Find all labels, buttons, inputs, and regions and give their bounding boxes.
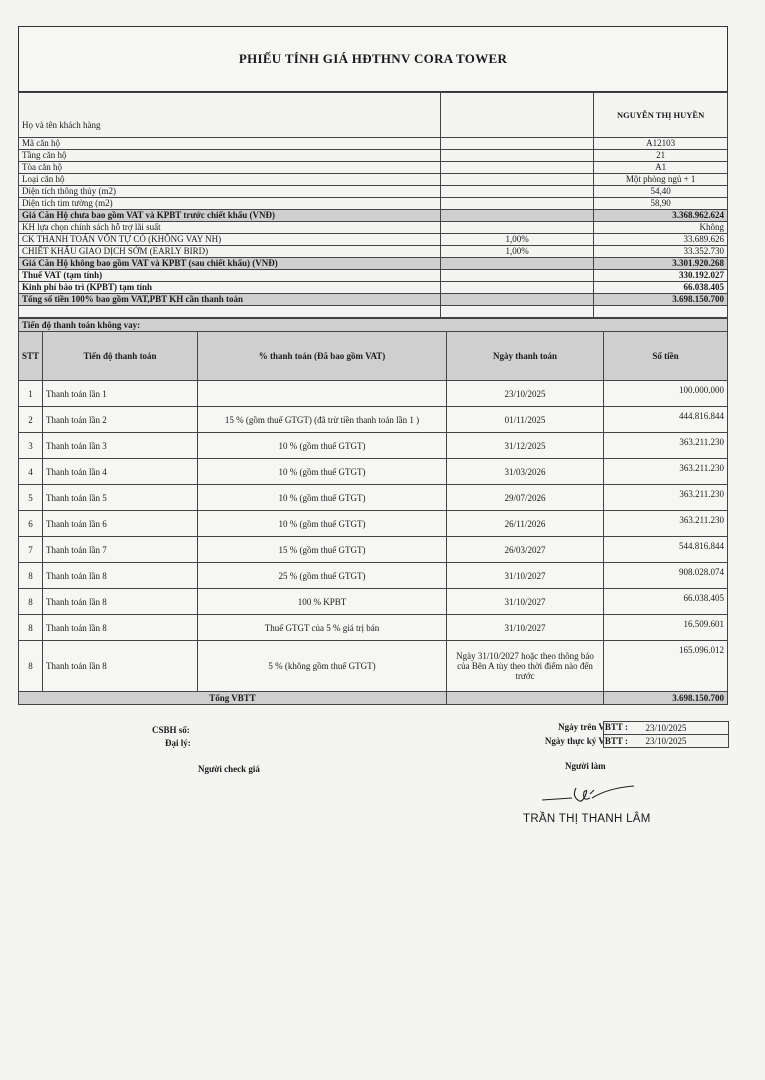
info-label: Tòa căn hộ (19, 162, 441, 174)
info-percent (441, 210, 594, 222)
payment-desc: Thanh toán lần 1 (43, 381, 198, 407)
payment-stt: 7 (19, 537, 43, 563)
payment-stt: 8 (19, 589, 43, 615)
info-row (19, 162, 728, 174)
payment-row (19, 641, 728, 692)
payment-desc: Thanh toán lần 2 (43, 407, 198, 433)
payment-desc: Thanh toán lần 8 (43, 641, 198, 692)
payment-stt: 4 (19, 459, 43, 485)
payment-date: 29/07/2026 (447, 485, 604, 511)
info-percent (441, 186, 594, 198)
payment-stt: 8 (19, 641, 43, 692)
payment-stt: 5 (19, 485, 43, 511)
payment-desc: Thanh toán lần 8 (43, 615, 198, 641)
info-value: 21 (594, 150, 728, 162)
payment-amount: 544.816.844 (604, 537, 728, 563)
info-label: Mã căn hộ (19, 138, 441, 150)
info-value: 3.368.962.624 (594, 210, 728, 222)
info-percent (441, 174, 594, 186)
info-row (19, 282, 728, 294)
info-label: Diện tích thông thủy (m2) (19, 186, 441, 198)
info-row (19, 246, 728, 258)
payment-schedule-table (18, 331, 728, 705)
payment-desc: Thanh toán lần 6 (43, 511, 198, 537)
info-percent (441, 258, 594, 270)
info-percent (441, 282, 594, 294)
info-label: Thuế VAT (tạm tính) (19, 270, 441, 282)
info-label: CK THANH TOÁN VỐN TỰ CÓ (KHÔNG VAY NH) (19, 234, 441, 246)
info-row (19, 210, 728, 222)
info-value: A1 (594, 162, 728, 174)
signature-mark (538, 780, 638, 810)
payment-amount: 444.816.844 (604, 407, 728, 433)
info-label: Loại căn hộ (19, 174, 441, 186)
sheet-title: PHIẾU TÍNH GIÁ HĐTHNV CORA TOWER (18, 26, 728, 92)
info-row (19, 186, 728, 198)
info-row (19, 174, 728, 186)
payment-date: 31/03/2026 (447, 459, 604, 485)
info-value: 66.038.405 (594, 282, 728, 294)
maker-label: Người làm (565, 761, 606, 771)
info-percent: 1,00% (441, 246, 594, 258)
payment-amount: 363.211.230 (604, 511, 728, 537)
info-label: CHIẾT KHẤU GIAO DỊCH SỚM (EARLY BIRD) (19, 246, 441, 258)
info-row (19, 222, 728, 234)
payment-amount: 908.028.074 (604, 563, 728, 589)
info-row (19, 258, 728, 270)
info-label (19, 306, 441, 318)
apartment-info-table (18, 92, 728, 318)
vbtt-date: 23/10/2025 (603, 721, 729, 735)
info-row (19, 138, 728, 150)
info-percent: 1,00% (441, 234, 594, 246)
header-pct: % thanh toán (Đã bao gồm VAT) (198, 332, 447, 381)
payment-percent: 5 % (không gồm thuế GTGT) (198, 641, 447, 692)
payment-desc: Thanh toán lần 4 (43, 459, 198, 485)
payment-row (19, 615, 728, 641)
maker-name: TRẦN THỊ THANH LÂM (523, 813, 651, 825)
payment-amount: 16.509.601 (604, 615, 728, 641)
payment-amount: 165.096.012 (604, 641, 728, 692)
payment-row (19, 381, 728, 407)
info-percent (441, 306, 594, 318)
total-label: Tổng VBTT (19, 692, 447, 705)
payment-desc: Thanh toán lần 8 (43, 589, 198, 615)
payment-desc: Thanh toán lần 8 (43, 563, 198, 589)
info-percent (441, 294, 594, 306)
payment-percent: 10 % (gồm thuế GTGT) (198, 459, 447, 485)
info-percent (441, 150, 594, 162)
payment-amount: 363.211.230 (604, 459, 728, 485)
payment-header-row (19, 332, 728, 381)
payment-amount: 363.211.230 (604, 485, 728, 511)
price-sheet (18, 26, 728, 705)
info-label: Giá Căn Hộ chưa bao gồm VAT và KPBT trước chiết khấu (VNĐ) (19, 210, 441, 222)
payment-stt: 8 (19, 563, 43, 589)
info-row (19, 198, 728, 210)
info-label: Tầng căn hộ (19, 150, 441, 162)
info-value: 33.689.626 (594, 234, 728, 246)
payment-percent: 15 % (gồm thuế GTGT) (198, 537, 447, 563)
payment-row (19, 485, 728, 511)
header-stt: STT (19, 332, 43, 381)
agent-label: Đại lý: (165, 738, 191, 748)
header-date: Ngày thanh toán (447, 332, 604, 381)
payment-date: 31/10/2027 (447, 589, 604, 615)
customer-label: Họ và tên khách hàng (19, 93, 441, 138)
sign-date: 23/10/2025 (603, 734, 729, 748)
info-row (19, 234, 728, 246)
info-percent (441, 162, 594, 174)
csbh-label: CSBH số: (152, 725, 190, 735)
payment-date: 31/12/2025 (447, 433, 604, 459)
info-label: Kinh phí bảo trì (KPBT) tạm tính (19, 282, 441, 294)
payment-percent: 10 % (gồm thuế GTGT) (198, 485, 447, 511)
payment-stt: 1 (19, 381, 43, 407)
payment-desc: Thanh toán lần 5 (43, 485, 198, 511)
payment-row (19, 563, 728, 589)
total-amount: 3.698.150.700 (604, 692, 728, 705)
payment-row (19, 407, 728, 433)
payment-stt: 3 (19, 433, 43, 459)
payment-percent: 15 % (gồm thuế GTGT) (đã trừ tiền thanh toán lần 1 ) (198, 407, 447, 433)
total-row (19, 692, 728, 705)
payment-stt: 6 (19, 511, 43, 537)
payment-date: 26/11/2026 (447, 511, 604, 537)
checker-label: Người check giá (198, 764, 260, 774)
payment-date: 31/10/2027 (447, 615, 604, 641)
payment-amount: 363.211.230 (604, 433, 728, 459)
header-amount: Số tiền (604, 332, 728, 381)
payment-row (19, 511, 728, 537)
payment-section-label: Tiến độ thanh toán không vay: (18, 318, 728, 331)
sign-date-label: Ngày thực ký VBTT : (544, 736, 628, 746)
vbtt-date-label: Ngày trên VBTT : (558, 722, 628, 732)
info-row (19, 306, 728, 318)
info-row (19, 294, 728, 306)
payment-percent: 100 % KPBT (198, 589, 447, 615)
payment-amount: 66.038.405 (604, 589, 728, 615)
info-value (594, 306, 728, 318)
payment-row (19, 537, 728, 563)
payment-percent: 10 % (gồm thuế GTGT) (198, 433, 447, 459)
payment-desc: Thanh toán lần 7 (43, 537, 198, 563)
payment-amount: 100.000.000 (604, 381, 728, 407)
info-value: A12103 (594, 138, 728, 150)
payment-desc: Thanh toán lần 3 (43, 433, 198, 459)
info-percent (441, 222, 594, 234)
info-percent (441, 270, 594, 282)
payment-percent: 25 % (gồm thuế GTGT) (198, 563, 447, 589)
info-row (19, 270, 728, 282)
customer-name: NGUYỄN THỊ HUYỀN (594, 93, 728, 138)
info-label: KH lựa chọn chính sách hỗ trợ lãi suất (19, 222, 441, 234)
info-value: 3.698.150.700 (594, 294, 728, 306)
info-value: Không (594, 222, 728, 234)
info-row (19, 150, 728, 162)
payment-row (19, 433, 728, 459)
payment-percent (198, 381, 447, 407)
info-label: Giá Căn Hộ không bao gồm VAT và KPBT (sau chiết khấu) (VNĐ) (19, 258, 441, 270)
info-percent (441, 138, 594, 150)
payment-date: 01/11/2025 (447, 407, 604, 433)
payment-date: 26/03/2027 (447, 537, 604, 563)
customer-row (19, 93, 728, 138)
info-label: Diện tích tim tường (m2) (19, 198, 441, 210)
payment-date: 23/10/2025 (447, 381, 604, 407)
payment-stt: 2 (19, 407, 43, 433)
header-desc: Tiến độ thanh toán (43, 332, 198, 381)
info-value: 33.352.730 (594, 246, 728, 258)
info-value: 330.192.027 (594, 270, 728, 282)
payment-percent: 10 % (gồm thuế GTGT) (198, 511, 447, 537)
payment-date: 31/10/2027 (447, 563, 604, 589)
payment-percent: Thuế GTGT của 5 % giá trị bán (198, 615, 447, 641)
payment-date: Ngày 31/10/2027 hoặc theo thông báo của Bên A tùy theo thời điểm nào đến trước (447, 641, 604, 692)
info-label: Tổng số tiền 100% bao gồm VAT,PBT KH cần thanh toán (19, 294, 441, 306)
info-value: 3.301.920.268 (594, 258, 728, 270)
payment-row (19, 589, 728, 615)
info-value: 58,90 (594, 198, 728, 210)
info-value: Một phòng ngủ + 1 (594, 174, 728, 186)
info-value: 54,40 (594, 186, 728, 198)
info-percent (441, 198, 594, 210)
payment-stt: 8 (19, 615, 43, 641)
payment-row (19, 459, 728, 485)
